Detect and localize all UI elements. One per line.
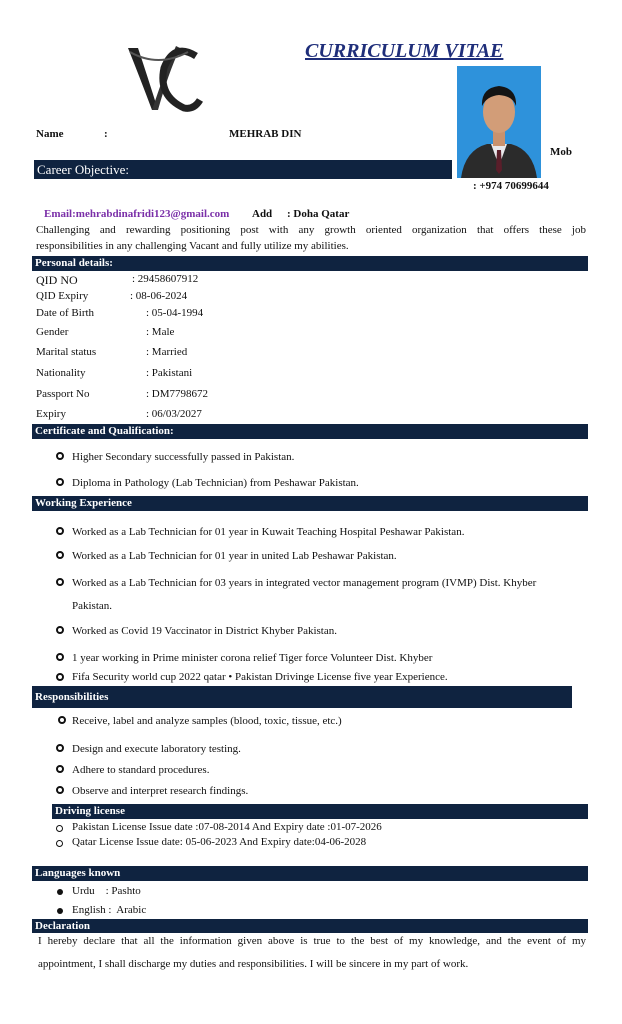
bullet-icon <box>56 653 64 661</box>
bullet-icon <box>56 527 64 535</box>
responsibilities-heading: Responsibilities <box>35 691 109 703</box>
address-label: Add <box>252 208 273 220</box>
email-text[interactable]: Email:mehrabdinafridi123@gmail.com <box>44 208 230 220</box>
experience-item: Worked as Covid 19 Vaccinator in District Khyber Pakistan. <box>72 625 337 637</box>
personal-details-heading: Personal details: <box>35 257 113 269</box>
driving-item: Pakistan License Issue date :07-08-2014 And Expiry date :01-07-2026 <box>72 821 382 833</box>
driving-item: Qatar License Issue date: 05-06-2023 And Expiry date:04-06-2028 <box>72 836 367 848</box>
address-value: : Doha Qatar <box>287 208 350 220</box>
experience-item: Fifa Security world cup 2022 qatar • Pakistan Drivinge License five year Experience. <box>72 671 448 683</box>
bullet-icon <box>56 673 64 681</box>
declaration-line-2: appointment, I shall discharge my duties and responsibilities. I will be sincere in my part of work. <box>38 958 469 970</box>
nationality-value: : Pakistani <box>146 367 193 379</box>
career-objective-heading: Career Objective: <box>37 162 130 177</box>
driving-bar <box>52 804 588 819</box>
passport-label: Passport No <box>36 388 90 400</box>
languages-heading: Languages known <box>35 867 121 879</box>
expiry-value: : 06/03/2027 <box>146 408 202 420</box>
responsibility-item: Design and execute laboratory testing. <box>72 743 241 755</box>
vc-logo <box>118 38 204 118</box>
mob-label: Mob <box>550 146 572 158</box>
language-item: Urdu : Pashto <box>72 885 141 897</box>
bullet-icon <box>56 626 64 634</box>
experience-item-continued: Pakistan. <box>72 600 113 612</box>
experience-item: 1 year working in Prime minister corona relief Tiger force Volunteer Dist. Khyber <box>72 652 433 664</box>
qid-expiry-label: QID Expiry <box>36 290 89 302</box>
bullet-icon <box>56 551 64 559</box>
qid-no-label: QID NO <box>36 273 78 287</box>
name-value: MEHRAB DIN <box>229 128 302 140</box>
career-objective-bar <box>34 160 452 179</box>
bullet-dot-icon <box>57 889 63 895</box>
declaration-bar <box>32 919 588 933</box>
qid-expiry-value: : 08-06-2024 <box>130 290 188 302</box>
small-bullet-icon <box>56 840 63 847</box>
qid-no-value: : 29458607912 <box>132 273 199 285</box>
declaration-heading: Declaration <box>35 920 90 932</box>
bullet-icon <box>56 744 64 752</box>
dob-value: : 05-04-1994 <box>146 307 204 319</box>
bullet-icon <box>58 716 66 724</box>
bullet-icon <box>56 786 64 794</box>
experience-heading: Working Experience <box>35 497 132 509</box>
marital-label: Marital status <box>36 346 97 358</box>
marital-value: : Married <box>146 346 188 358</box>
experience-bar <box>32 496 588 511</box>
responsibility-item: Receive, label and analyze samples (blood, toxic, tissue, etc.) <box>72 715 342 727</box>
dob-label: Date of Birth <box>36 307 95 319</box>
bullet-icon <box>56 578 64 586</box>
gender-label: Gender <box>36 326 69 338</box>
certificate-heading: Certificate and Qualification: <box>35 425 174 437</box>
languages-bar <box>32 866 588 881</box>
responsibility-item: Observe and interpret research findings. <box>72 785 249 797</box>
profile-photo <box>457 66 541 178</box>
expiry-label: Expiry <box>36 408 66 420</box>
objective-line-1: Challenging and rewarding positioning post with any growth oriented organization that offers these job <box>36 224 586 236</box>
gender-value: : Male <box>146 326 175 338</box>
bullet-icon <box>56 765 64 773</box>
declaration-line-1: I hereby declare that all the information given above is true to the best of my knowledge, and the event of my <box>38 935 586 947</box>
language-item: English : Arabic <box>72 904 147 916</box>
personal-details-bar <box>32 256 588 271</box>
experience-item: Worked as a Lab Technician for 01 year in united Lab Peshawar Pakistan. <box>72 550 397 562</box>
nationality-label: Nationality <box>36 367 86 379</box>
certificate-item: Higher Secondary successfully passed in Pakistan. <box>72 451 295 463</box>
passport-value: : DM7798672 <box>146 388 209 400</box>
experience-item: Worked as a Lab Technician for 01 year in Kuwait Teaching Hospital Peshawar Pakistan. <box>72 526 465 538</box>
responsibility-item: Adhere to standard procedures. <box>72 764 210 776</box>
name-colon: : <box>104 128 108 140</box>
small-bullet-icon <box>56 825 63 832</box>
bullet-icon <box>56 478 64 486</box>
driving-heading: Driving license <box>55 805 125 817</box>
certificate-item: Diploma in Pathology (Lab Technician) from Peshawar Pakistan. <box>72 477 359 489</box>
bullet-icon <box>56 452 64 460</box>
responsibilities-bar <box>32 686 572 708</box>
experience-item: Worked as a Lab Technician for 03 years in integrated vector management program (IVMP) Dist. Khyber <box>72 577 537 589</box>
page-title: CURRICULUM VITAE <box>305 40 504 62</box>
certificate-bar <box>32 424 588 439</box>
mob-value: : +974 70699644 <box>473 180 549 192</box>
bullet-dot-icon <box>57 908 63 914</box>
objective-line-2: responsibilities in any challenging Vacant and fully utilize my abilities. <box>36 240 349 252</box>
name-label: Name <box>36 128 64 140</box>
